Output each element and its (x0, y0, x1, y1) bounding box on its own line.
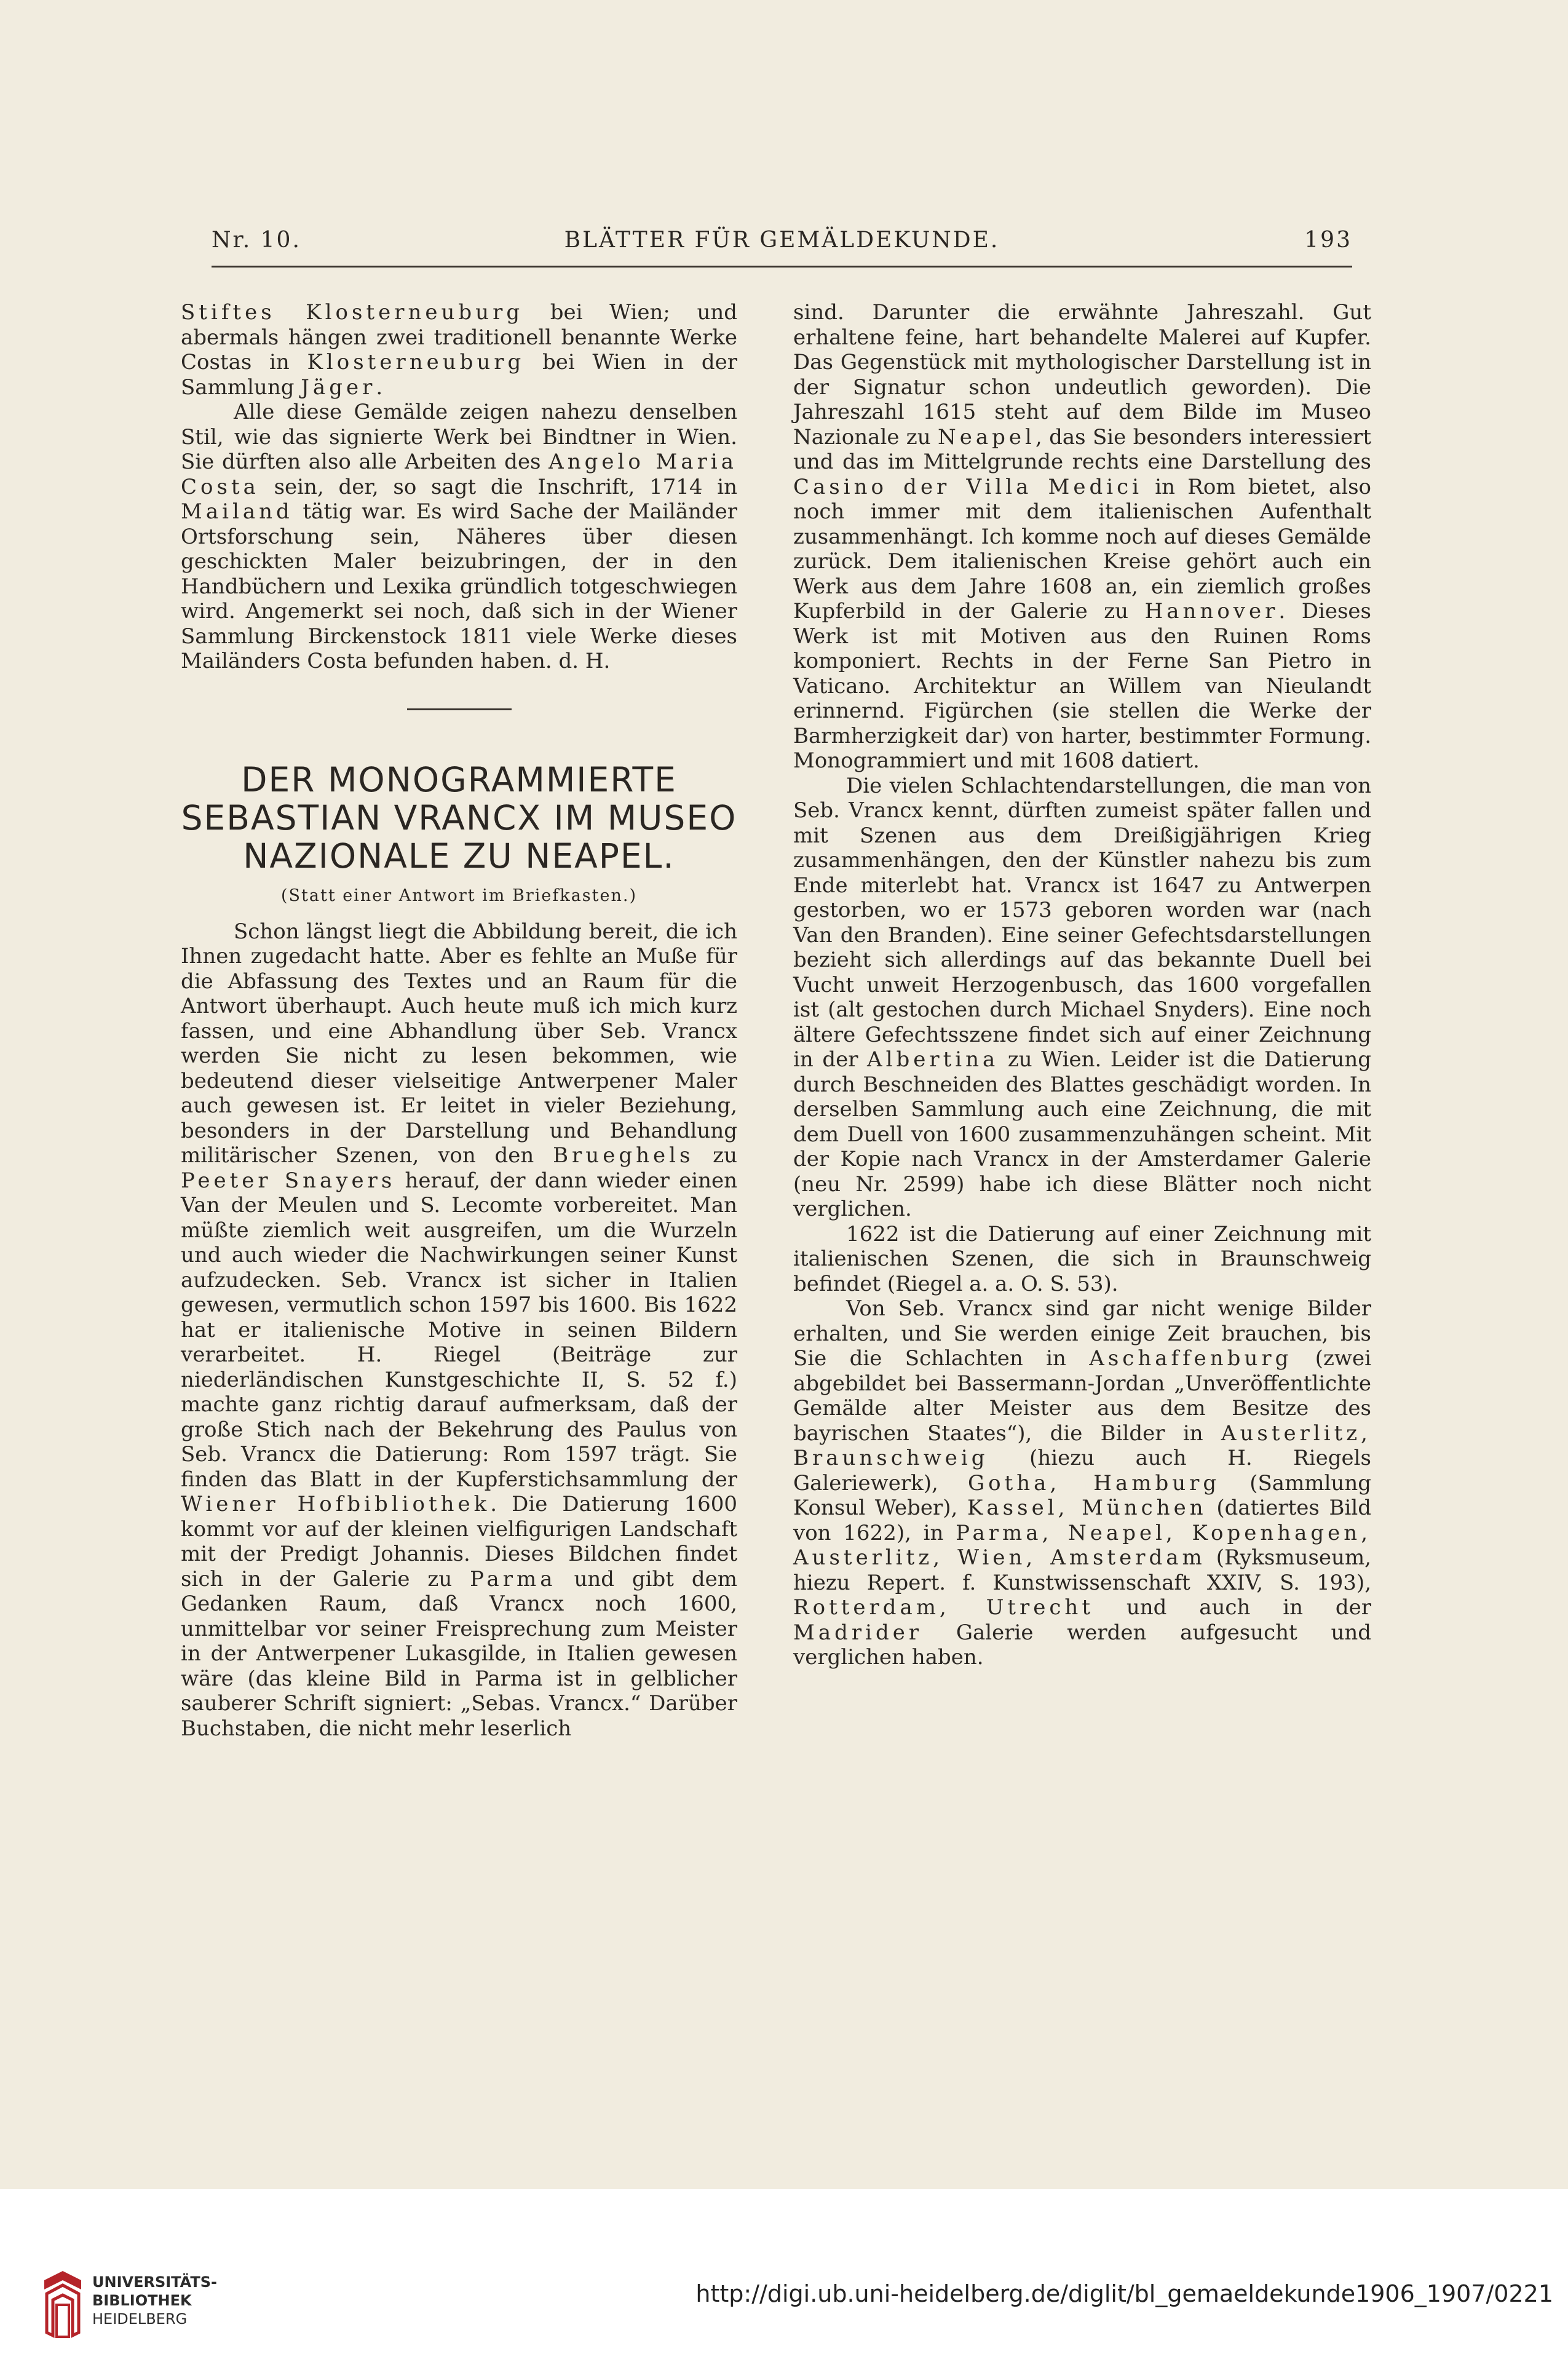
library-logo-icon (38, 2268, 87, 2339)
spaced-emphasis-text: Angelo Maria Costa (181, 450, 737, 499)
journal-title: BLÄTTER FÜR GEMÄLDEKUNDE. (564, 228, 1000, 253)
spaced-emphasis-text: Rotterdam, Utrecht (793, 1595, 1094, 1620)
spaced-emphasis-text: Jäger (301, 375, 376, 400)
spaced-emphasis-text: Austerlitz, Braunschweig (793, 1421, 1371, 1470)
paragraph (793, 1296, 1371, 1670)
spaced-emphasis-text: Peeter Snayers (181, 1168, 396, 1193)
library-name-line: UNIVERSITÄTS- (92, 2273, 218, 2291)
right-column (793, 300, 1371, 1670)
text-run: (datiertes Bild von 1622), in (793, 1496, 1372, 1545)
text-run: herauf, der dann wieder einen Van der Meulen und S. Lecomte vorbereitet. Man müßte ziemlich weit ausgreifen, um die Wurzeln und auch wieder die Nachwirkungen seiner Kunst aufzudecken. Seb. Vrancx ist sicher in Italien gewesen, vermutlich schon 1597 bis 1600. Bis 1622 hat er italienische Motive in seinen Bildern verarbeitet. H. Riegel (Beiträge zur niederländischen Kunstgeschichte II, S. 52 f.) machte ganz richtig darauf aufmerksam, daß der große Stich nach der Bekehrung des Paulus von Seb. Vrancx die Datierung: Rom 1597 trägt. Sie finden das Blatt in der Kupferstichsammlung der (181, 1168, 737, 1492)
text-run: (Sammlung Konsul Weber), (793, 1470, 1371, 1520)
paragraph (793, 774, 1371, 1222)
spaced-emphasis-text: Neapel (938, 424, 1035, 450)
text-run: und gibt dem Gedanken Raum, daß Vrancx noch 1600, unmittelbar vor seiner Freisprechung zum Meister in der Antwerpener Lukasgilde, in Italien gewesen wäre (das kleine Bild in Parma ist in gelblicher sauberer Schrift signiert: „Sebas. Vrancx.“ Darüber Buchstaben, die nicht mehr leserlich (181, 1566, 737, 1741)
spaced-emphasis-text: Casino der Villa Medici (793, 474, 1143, 499)
text-run: und auch in der (1094, 1595, 1371, 1620)
text-run: sind. Darunter die erwähnte Jahreszahl. Gut erhaltene feine, hart behandelte Malerei auf Kupfer. Das Gegenstück mit mythologischer Darstellung ist in der Signatur schon undeutlich geworden). Die Jahreszahl 1615 steht auf dem Bilde im Museo Nazionale zu (793, 300, 1371, 450)
paragraph (181, 400, 737, 674)
text-run: (hiezu auch H. Riegels Galeriewerk), (793, 1446, 1371, 1496)
spaced-emphasis-text: Madrider (793, 1620, 923, 1645)
spaced-emphasis-text: Stiftes Klosterneuburg (181, 300, 524, 325)
spaced-emphasis-text: Kassel, München (967, 1496, 1207, 1520)
spaced-emphasis-text: Albertina (867, 1047, 999, 1072)
text-run: bei Wien; und abermals hängen zwei traditionell benannte Werke Costas in (181, 300, 737, 375)
text-run: , das Sie besonders interessiert und das im Mittelgrunde rechts eine Darstellung des (793, 424, 1371, 474)
text-run: . Die Datierung 1600 kommt vor auf der kleinen vielfigurigen Landschaft mit der Predigt Johannis. Dieses Bildchen findet sich in der Galerie zu (181, 1492, 737, 1591)
section-separator (407, 708, 512, 710)
page-number: 193 (1304, 228, 1352, 253)
text-run: (Ryksmuseum, hiezu Repert. f. Kunstwissenschaft XXIV, S. 193), (793, 1545, 1371, 1595)
text-run: zu Wien. Leider ist die Datierung durch Beschneiden des Blattes geschädigt worden. In derselben Sammlung auch eine Zeichnung, die mit dem Duell von 1600 zusammenzuhängen scheint. Mit der Kopie nach Vrancx in der Amsterdamer Galerie (neu Nr. 2599) habe ich diese Blätter noch nicht verglichen. (793, 1047, 1371, 1221)
spaced-emphasis-text: Aschaffenburg (1089, 1346, 1293, 1371)
text-run: Schon längst liegt die Abbildung bereit, die ich Ihnen zugedacht hatte. Aber es fehlte an Muße für die Abfassung des Textes und an Raum für die Antwort überhaupt. Auch heute muß ich mich kurz fassen, und eine Abhandlung über Seb. Vrancx werden Sie nicht zu lesen bekommen, wie bedeutend dieser vielseitige Antwerpener Maler auch gewesen ist. Er leitet in vieler Beziehung, besonders in der Darstellung und Behandlung militärischer Szenen, von den (181, 919, 737, 1168)
text-run: tätig war. Es wird Sache der Mailänder Ortsforschung sein, Näheres über diesen geschickten Maler beizubringen, der in den Handbüchern und Lexika gründlich totgeschwiegen wird. Angemerkt sei noch, daß sich in der Wiener Sammlung Birckenstock 1811 viele Werke dieses Mailänders Costa befunden haben. d. H. (181, 499, 737, 673)
text-run: 1622 ist die Datierung auf einer Zeichnung mit italienischen Szenen, die sich in Braunschweig befindet (Riegel a. a. O. S. 53). (793, 1221, 1371, 1296)
running-header (212, 221, 1352, 258)
text-run: sein, der, so sagt die Inschrift, 1714 in (259, 474, 737, 499)
paragraph (181, 300, 737, 400)
spaced-emphasis-text: Parma (470, 1566, 556, 1591)
paragraph (181, 919, 737, 1742)
article-subtitle: (Statt einer Antwort im Briefkasten.) (281, 886, 637, 905)
paragraph (793, 1222, 1371, 1297)
header-rule (212, 266, 1352, 268)
spaced-emphasis-text: Mailand (181, 499, 293, 524)
spaced-emphasis-text: Wiener Hofbibliothek (181, 1492, 491, 1516)
article-title: DER MONOGRAMMIERTE SEBASTIAN VRANCX IM MUSEO NAZIONALE ZU NEAPEL. (181, 759, 737, 876)
spaced-emphasis-text: Parma, Neapel, Kopenhagen, Austerlitz, Wien, Amsterdam (793, 1520, 1371, 1570)
text-run: Die vielen Schlachtendarstellungen, die man von Seb. Vrancx kennt, dürften zumeist später fallen und mit Szenen aus dem Dreißigjährigen Krieg zusammenhängen, den der Künstler nahezu bis zum Ende miterlebt hat. Vrancx ist 1647 zu Antwerpen gestorben, wo er 1573 geboren worden war (nach Van den Branden). Eine seiner Gefechtsdarstellungen bezieht sich allerdings auf das bekannte Duell bei Vucht unweit Herzogenbusch, das 1600 vorgefallen ist (alt gestochen durch Michael Snyders). Eine noch ältere Gefechtsszene findet sich auf einer Zeichnung in der (793, 773, 1371, 1072)
text-run: Alle diese Gemälde zeigen nahezu denselben Stil, wie das signierte Werk bei Bindtner in Wien. Sie dürften also alle Arbeiten des (181, 400, 737, 474)
text-run: . (376, 375, 383, 400)
library-name (92, 2273, 252, 2328)
spaced-emphasis-text: Brueghels (553, 1143, 694, 1168)
text-run: . Dieses Werk ist mit Motiven aus den Ruinen Roms komponiert. Rechts in der Ferne San Pietro in Vaticano. Architektur an Willem van Nieulandt erinnernd. Figürchen (sie stellen die Werke der Barmherzigkeit dar) von harter, bestimmter Formung. Monogrammiert und mit 1608 datiert. (793, 599, 1372, 773)
text-run: bei Wien in der Sammlung (181, 350, 737, 400)
source-url-link[interactable]: http://digi.ub.uni-heidelberg.de/diglit/bl_gemaeldekunde1906_1907/0221 (695, 2280, 1553, 2307)
text-run: Galerie werden aufgesucht und verglichen haben. (793, 1620, 1371, 1670)
text-run: in Rom bietet, also noch immer mit dem italienischen Aufenthalt zusammenhängt. Ich komme noch auf dieses Gemälde zurück. Dem italienischen Kreise gehört auch ein Werk aus dem Jahre 1608 an, ein ziemlich großes Kupferbild in der Galerie zu (793, 474, 1371, 624)
text-run: Von Seb. Vrancx sind gar nicht wenige Bilder erhalten, und Sie werden einige Zeit brauchen, bis Sie die Schlachten in (793, 1296, 1371, 1371)
text-run: zu (694, 1143, 737, 1168)
left-column (181, 300, 737, 1741)
library-name-line: BIBLIOTHEK (92, 2292, 192, 2309)
library-name-line: HEIDELBERG (92, 2310, 188, 2328)
spaced-emphasis-text: Hannover (1144, 599, 1279, 624)
text-run: (zwei abgebildet bei Bassermann-Jordan „Unveröffentlichte Gemälde alter Meister aus dem Besitze des bayrischen Staates“), die Bilder in (793, 1346, 1371, 1446)
spaced-emphasis-text: Gotha, Hamburg (967, 1470, 1221, 1496)
spaced-emphasis-text: Klosterneuburg (307, 350, 525, 375)
issue-number: Nr. 10. (212, 228, 301, 253)
paragraph (793, 300, 1371, 774)
